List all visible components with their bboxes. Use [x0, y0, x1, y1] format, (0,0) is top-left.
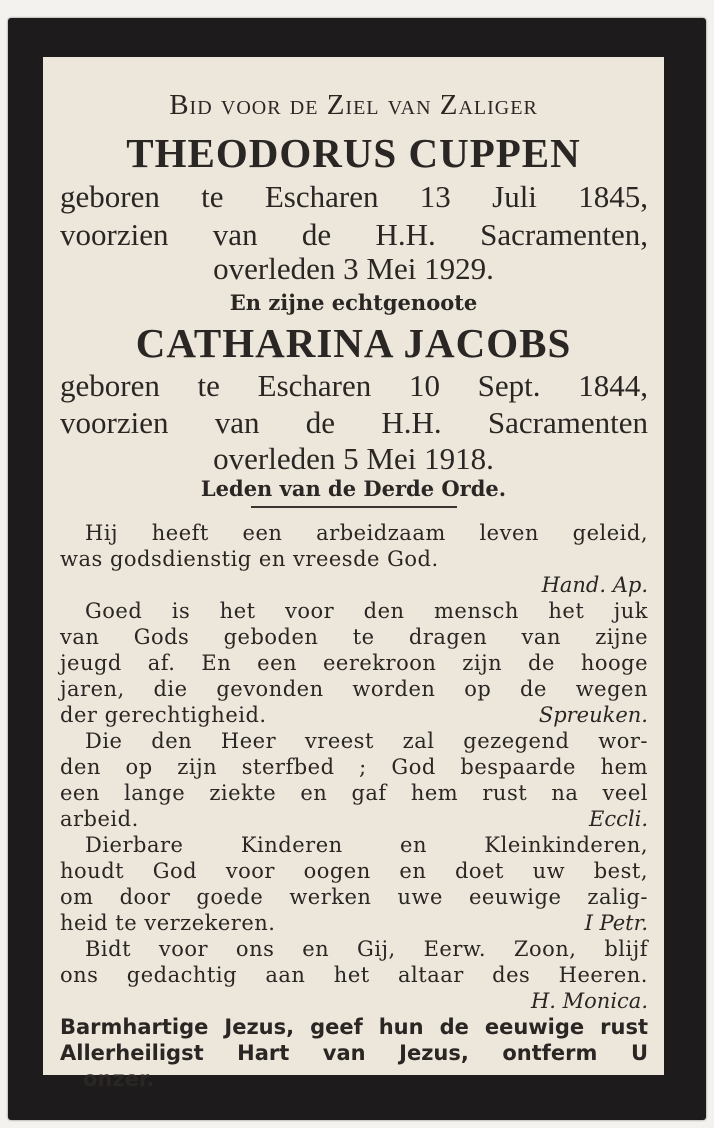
- text-line: arbeid.: [60, 807, 139, 831]
- text-line: heid te verzekeren.: [60, 911, 276, 935]
- closing-prayer: onzer.: [83, 1067, 155, 1091]
- text-line: Die den Heer vreest zal gezegend wor-: [85, 729, 648, 753]
- death-line-1: overleden 3 Mei 1929.: [213, 251, 494, 286]
- text-line: jaren, die gevonden worden op de wegen: [60, 677, 648, 701]
- card-text-panel: [43, 57, 664, 1091]
- text-line: Hij heeft een arbeidzaam leven geleid,: [85, 521, 648, 545]
- sacraments-line-2: voorzien van de H.H. Sacramenten: [60, 405, 648, 440]
- deceased-name-2: CATHARINA JACOBS: [135, 320, 572, 366]
- prayer-heading: Bid voor de Ziel van Zaliger: [169, 89, 538, 121]
- text-line: Bidt voor ons en Gij, Eerw. Zoon, blijf: [85, 937, 648, 961]
- text-line: een lange ziekte en gaf hem rust na veel: [60, 781, 648, 805]
- text-line: van Gods geboden te dragen van zijne: [60, 625, 648, 649]
- closing-prayer: Allerheiligst Hart van Jezus, ontferm U: [60, 1041, 648, 1065]
- citation: I Petr.: [584, 911, 648, 935]
- third-order-line: Leden van de Derde Orde.: [200, 476, 507, 501]
- citation: Hand. Ap.: [541, 573, 648, 597]
- memorial-card: [8, 18, 706, 1120]
- sacraments-line-1: voorzien van de H.H. Sacramenten,: [60, 217, 648, 252]
- birth-line-2: geboren te Escharen 10 Sept. 1844,: [60, 368, 648, 403]
- text-line: Dierbare Kinderen en Kleinkinderen,: [85, 833, 648, 857]
- spouse-intro: En zijne echtgenoote: [229, 290, 478, 315]
- text-line: jeugd af. En een eerekroon zijn de hooge: [60, 651, 648, 675]
- text-line: den op zijn sterfbed ; God bespaarde hem: [60, 755, 648, 779]
- text-line: was godsdienstig en vreesde God.: [60, 547, 439, 571]
- citation: Spreuken.: [538, 703, 648, 727]
- text-line: om door goede werken uwe eeuwige zalig-: [60, 885, 648, 909]
- citation: Eccli.: [589, 807, 648, 831]
- deceased-name-1: THEODORUS CUPPEN: [126, 130, 581, 176]
- divider-rule: [251, 506, 457, 508]
- citation: H. Monica.: [530, 989, 648, 1013]
- closing-prayer: Barmhartige Jezus, geef hun de eeuwige rust: [60, 1015, 648, 1039]
- birth-line-1: geboren te Escharen 13 Juli 1845,: [60, 179, 648, 214]
- death-line-2: overleden 5 Mei 1918.: [213, 441, 494, 476]
- text-line: ons gedachtig aan het altaar des Heeren.: [60, 963, 648, 987]
- text-line: der gerechtigheid.: [60, 703, 267, 727]
- text-line: Goed is het voor den mensch het juk: [85, 599, 648, 623]
- text-line: houdt God voor oogen en doet uw best,: [60, 859, 648, 883]
